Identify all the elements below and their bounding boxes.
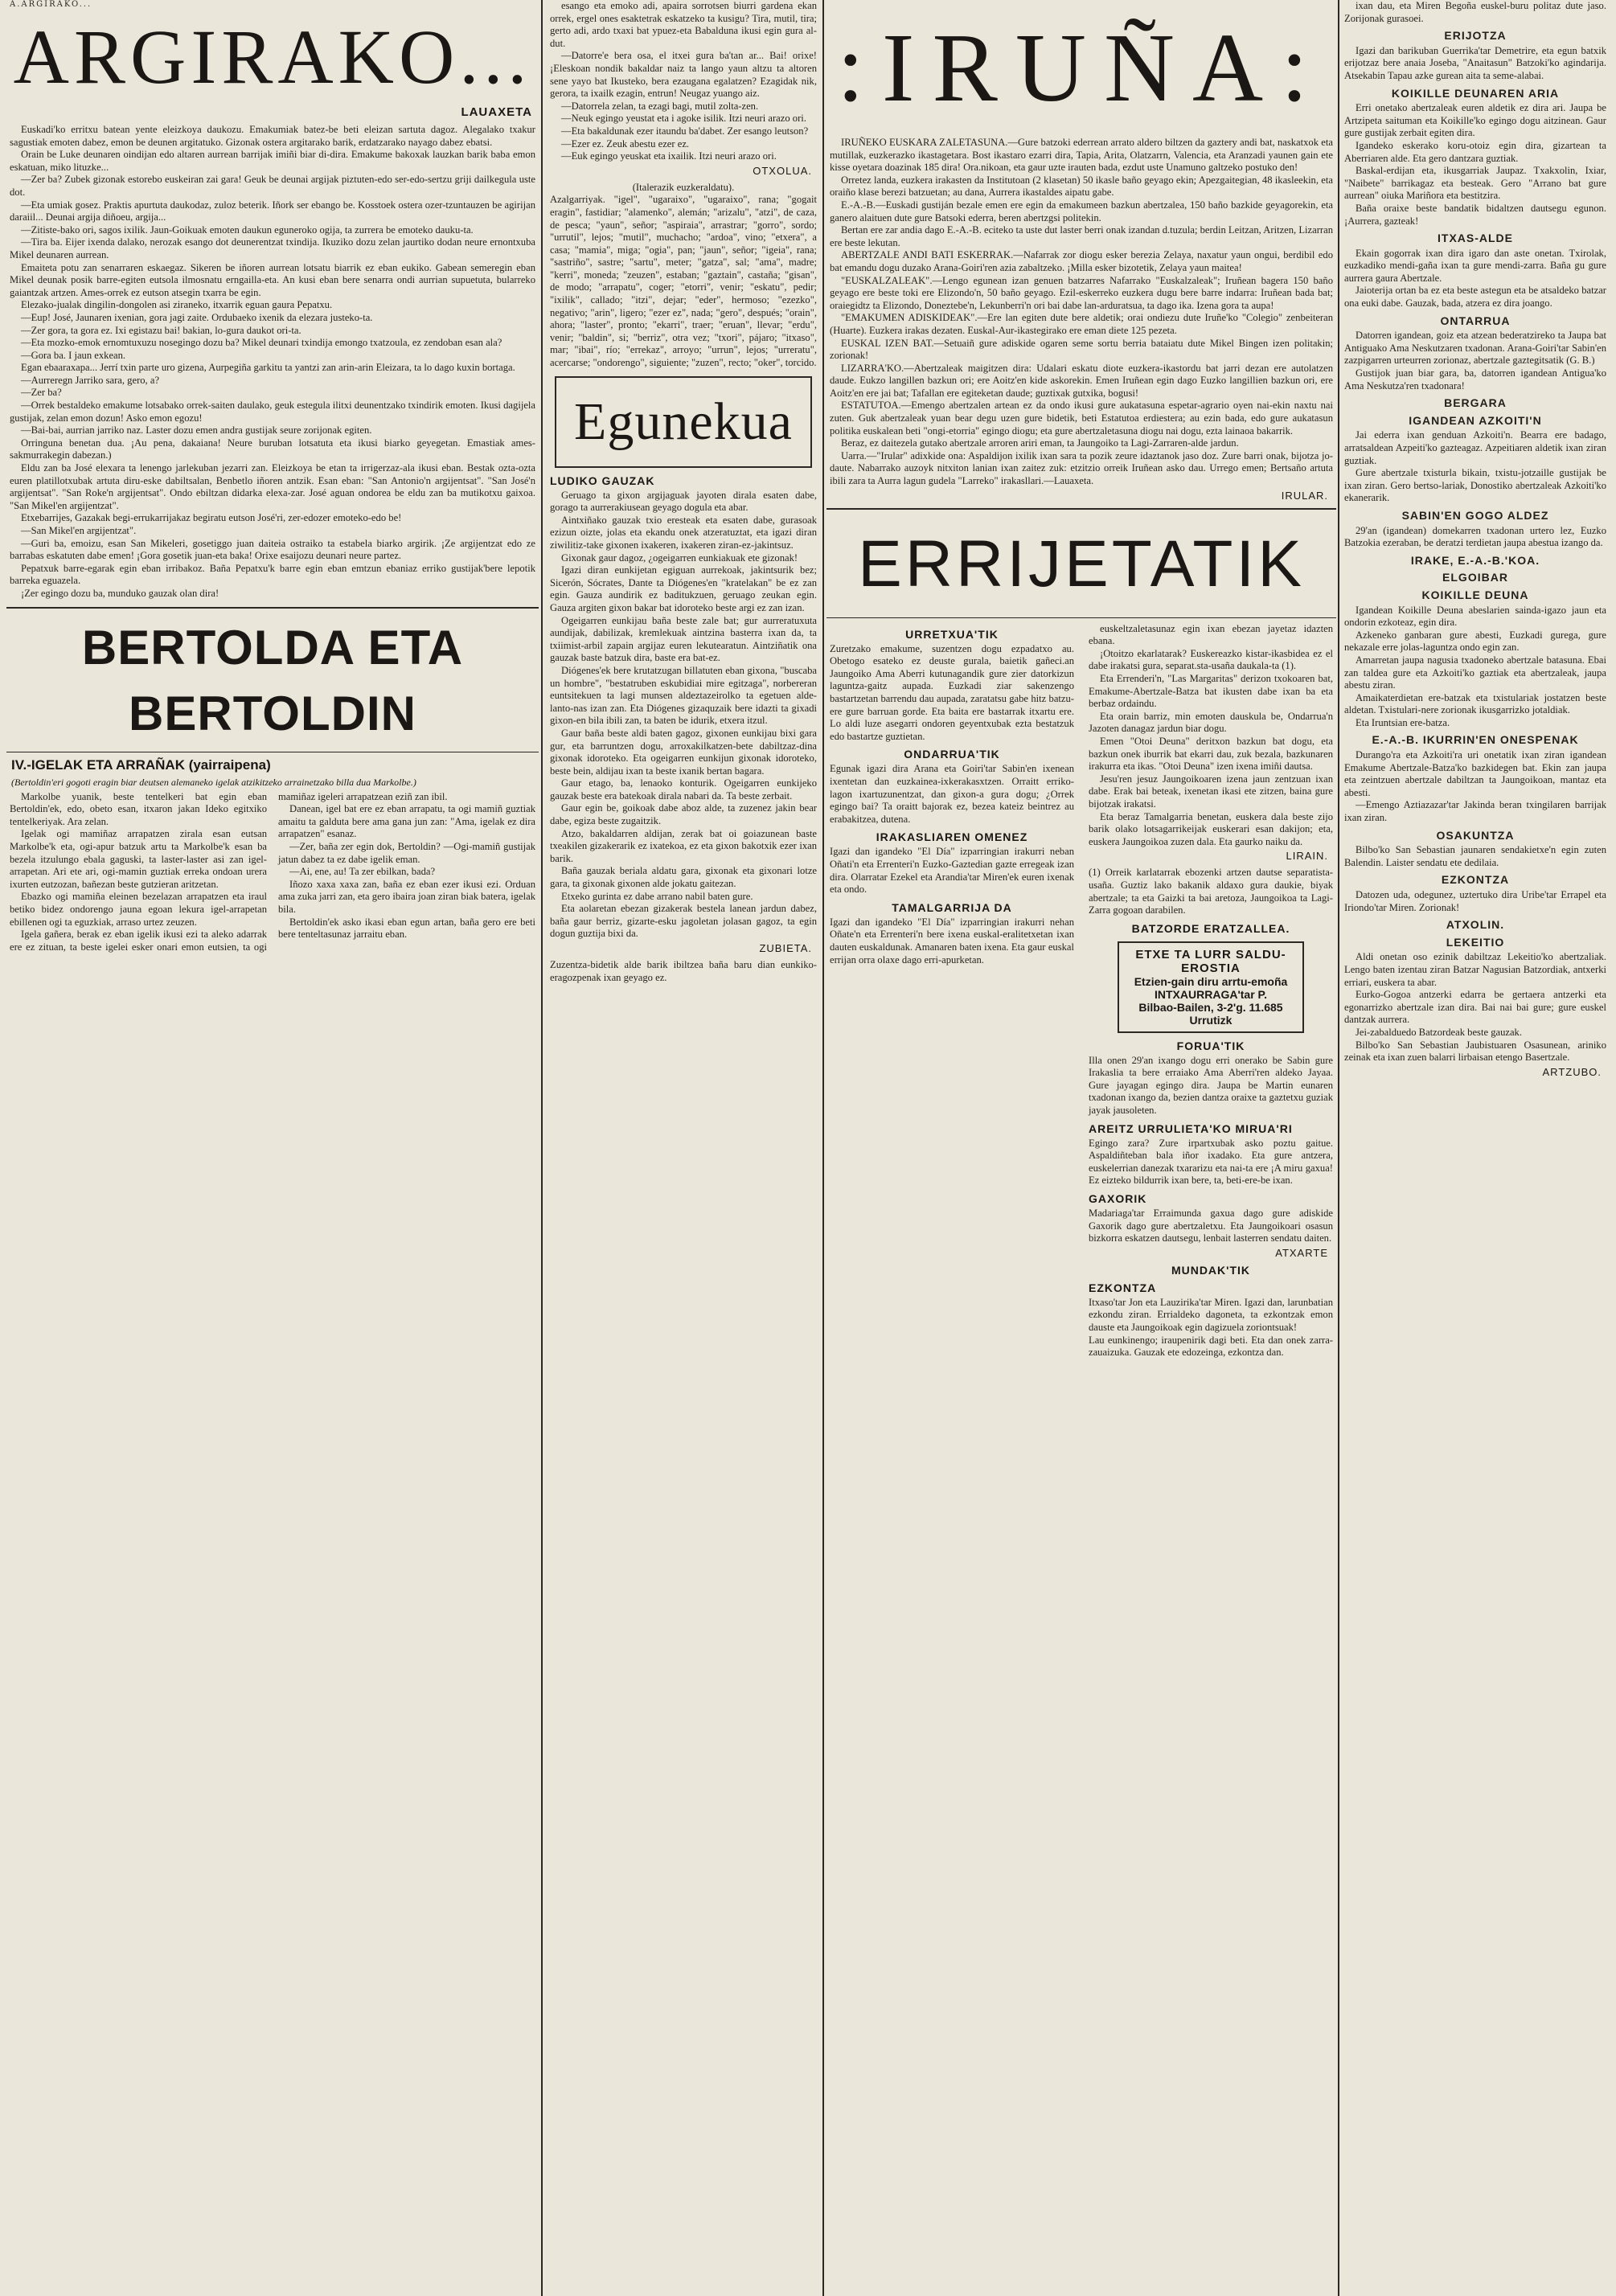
errijetatik-paragraph: Eta Errenderi'n, "Las Margaritas" derizon txokoaren bat, Emakume-Abertzale-Batza bat ikusten dabe ixan ba eta berbaz ordaindu. xyxy=(1089,673,1333,710)
local-news-paragraph: Eta Iruntsian ere-batza. xyxy=(1356,716,1450,728)
argirako-byline: LAUAXETA xyxy=(461,105,532,119)
local-news-paragraph: —Emengo Aztiazazar'tar Jakinda beran txingilaren barrijak ixan ziran. xyxy=(1344,799,1606,824)
masthead-strip: A.ARGIRAKO... xyxy=(10,0,92,9)
errijetatik-section-heading: IRAKASLIAREN OMENEZ xyxy=(876,830,1028,844)
egunekua-top-paragraph: —Datorre'e bera osa, el itxei gura ba'tan ar... Bai! orixe! ¡Eleskoan nondik bakaldar naiz ta lango yaun altzu ta altoren sene yayo bat Ikusteko, bera ezaugana egalatzen? Ezagidak nik, gerora, ta ixailk ezagin, entrun! Neugaz yuango aiz. xyxy=(550,50,817,100)
iruna-paragraph: Bertan ere zar andia dago E.-A.-B. eciteko ta uste dut laster berri onak izandan d.tuzula; berdin Leitzan, Aritzen, Lizarran ere beste lekutan. xyxy=(830,224,1333,248)
advert-line-2: Etzien-gain diru arrtu-emoña xyxy=(1134,974,1288,988)
local-news-paragraph: 29'an (igandean) domekarren txadonan urtero lez, Euzko Batzokia ezeraban, be deratzi terdietan jaupa abestua izango da. xyxy=(1344,524,1606,549)
argirako-paragraph: Emaiteta potu zan senarraren eskaegaz. Sikeren be iñoren aurrean lotsatu biarrik ez eban eukiko. Gabean semeregin eban Mikel deunak posik barre-egiten eutsola ilmosnatu erngailla-eta. An kusi eban bere senarra ondi aurrian supuetuta, bularreko gaiantzak artzen. Ames-orrek ez eutson atsegin txarra be egin. xyxy=(10,261,535,298)
local-news-heading: KOIKILLE DEUNA xyxy=(1421,588,1529,601)
bertolda-subtitle: IV.-IGELAK ETA ARRAÑAK (yairraipena) xyxy=(11,756,271,773)
argirako-paragraph: —Orrek bestaldeko emakume lotsabako orrek-saiten daulako, geuk estegula ilitxi deunentzako txindirik emoten. Ikusi dagijela gustijak, zelan emon dozun! Asko emon egozu! xyxy=(10,400,535,424)
areitz-text: Egingo zara? Zure irpartxubak asko poztu gaitue. Aspaldiñteban bala iñor ixadako. Eta gure antzera, euskelerrian danezak txararizu eta nai-ta ere ¡A miru gaxua! Ez eizteko bildurrik ixan bere, ta, beti-ere-be ixan. xyxy=(1089,1137,1333,1187)
iruna-paragraph: Beraz, ez daitezela gutako abertzale arroren ariri eman, ta Jaungoiko ta Lagi-Zarraren-alde jardun. xyxy=(841,437,1239,449)
errijetatik-bottom: Lau eunkinengo; iraupenirik dagi beti. Eta dan onek zarra-zauaizuka. Gauzak ete edozeinga, ezkontza dan. xyxy=(1089,1334,1333,1359)
local-news-paragraph: Baña oraixe beste bandatik bidaltzen dautsegu egunon. ¡Aurrera, gazteak! xyxy=(1344,202,1606,227)
argirako-paragraph: —Zer gora, ta gora ez. Ixi egistazu bai! bakian, lo-gura daukot ori-ta. xyxy=(21,324,301,336)
local-news-heading: IGANDEAN AZKOITI'N xyxy=(1409,413,1542,427)
otxolua-signature: OTXOLUA. xyxy=(753,164,812,177)
bertolda-paragraph: Ebazko ogi mamiña eleinen bezelazan arrapatzen eta iraul betiko bidez ondorengo jauna egoan lekura igel-arrapetan ebillenen ogi ta eguzkiak, arraso urtez zeuzen. xyxy=(10,891,267,928)
egunekua-paragraph: Baña gauzak beriala aldatu gara, gixonak eta gixonari lotze gara, ta gixonak gixonen alde jokatu gaitezan. xyxy=(550,865,817,890)
local-news-heading: ITXAS-ALDE xyxy=(1438,232,1513,245)
egunekua-paragraph: Gaur baña beste aldi baten gagoz, gixonen eunkijau bixi gara gur, eta barruntzen dogu, arroxakilkatzen-bete dabiltzaz-dina gixonak idoroteko. Eta ogeigarren eunkijun gixonak idoroteko, beste bein, aldijau ixan ta beste ixanik bertan bagara. xyxy=(550,727,817,777)
local-news-paragraph: Amaikaterdietan ere-batzak eta txistulariak jostatzen beste aldetan. Txistulari-nere zorionak ikusgarrizko jotaldiak. xyxy=(1344,691,1606,716)
local-news-heading: BERGARA xyxy=(1444,396,1507,410)
iruna-paragraph: Orretez landa, euzkera irakasten da Institutoan (2 klasetan) 50 ikasle baño geyago ekin; Apezgaitegian, 48 ikasleekin, eta oraiño klase berezi batzuetan; au dana, Aurrera ikastaldes aipatu gabe. xyxy=(830,174,1333,199)
local-news-paragraph: Bilbo'ko San Sebastian jaunaren sendakietxe'n egin zuten Balendin. Laister sendatu ete dedilaia. xyxy=(1344,844,1606,868)
bertolda-paragraph: Iñozo xaxa xaxa zan, baña ez eban ezer ikusi ezi. Orduan ama zuka jarri zan, eta gero ibaira joan ziran biak batera, igelak bila. xyxy=(278,878,535,915)
iruna-paragraph: LIZARRA'KO.—Abertzaleak maigitzen dira: Udalari eskatu diote euzkera-ikastordu bat jarri dezan ere autolatzen daude. Eukzo langillen bazkun ori; ere Aoitz'en kide askorekin. Emen Iruñean egin dago Euzko langillien bazkun ori, ere Aoitz'en ere jai bat; Tafallan ere egiteketan daude; guztixak gutxika, bogusi! xyxy=(830,362,1333,399)
errijetatik-footnote: (1) Orreik karlatarrak ebozenki artzen dautse separatista-usaña. Guztiz lako bakanik aldaxo gura daukie, biyak abertzale; ta eta Gaizki ta bai aretoza, Jaungoikoa ta Lagi-Zarra gogoan darabilen. xyxy=(1089,867,1333,916)
egunekua-top-paragraph: —Eta bakaldunak ezer itaundu ba'dabet. Zer esango leutson? xyxy=(561,125,809,137)
errijetatik-section-heading: URRETXUA'TIK xyxy=(905,627,999,641)
egunekua-paragraph: Gaur etago, ba, lenaoko konturik. Ogeigarren eunkijeko gauzak beste era batekoak dirala nabari da. Ta beste zerbait. xyxy=(550,777,817,802)
argirako-paragraph: —Zitiste-bako ori, sagos ixilik. Jaun-Goikuak emoten daukun eguneroko ogija, ta zurrera be emoteko dauku-ta. xyxy=(21,223,474,236)
local-news-paragraph: Erri onetako abertzaleak euren aldetik ez dira ari. Jaupa be Artzipeta saituman eta Koikille'ko egingo dogu aitzinean. Gaur gure gustijak zerbait egiten dira. xyxy=(1344,102,1606,139)
ezkontza-heading: EZKONTZA xyxy=(1089,1281,1157,1294)
ludiko-gauzak-heading: LUDIKO GAUZAK xyxy=(550,474,655,487)
gaxorik-heading: GAXORIK xyxy=(1089,1192,1147,1206)
egunekua-paragraph: Gaur egin be, goikoak dabe aboz alde, ta zuzenez jakin bear dabe, egiza beste zugaitzik. xyxy=(550,802,817,827)
iruna-paragraph: E.-A.-B.—Euskadi gustiján bezale emen ere egin da emakumeen bazkun abertzalea, 150 baño bazkide geyagorekin, eta ganero alaituen dute gure Batsoki ederra, beren abertzgsi politekin. xyxy=(830,199,1333,223)
argirako-paragraph: Egan ebaaraxapa... Jerrí txin parte uro gizena, Aurpegiña garkitu ta yantzi zan arin-arin Eleizara, ta lo dago kuxin bortaga. xyxy=(21,362,515,374)
argirako-paragraph: —Bai-bai, aurrian jarriko naz. Laster dozu emen andra gustijak seure zorijonak egiten. xyxy=(21,424,372,437)
egunekua-paragraph: Eta aolaretan ebezan gizakerak bestela lanean jardun dabez, baña gaur berriz, gizarte-esku jagoletan jolasan gagoz, ta egin dogun guztija bixi da. xyxy=(550,903,817,940)
argirako-paragraph: —Gora ba. I jaun exkean. xyxy=(21,349,126,361)
errijetatik-paragraph: Jesu'ren jesuz Jaungoikoaren izena jaun zentzuan ixan dabe. Erak bai beteak, ixenetan ikasi ete zitzen, baina gure bijotzak irakatsi. xyxy=(1089,773,1333,810)
atxarte-signature: ATXARTE xyxy=(1275,1246,1328,1259)
egunekua-paragraph: Atzo, bakaldarren aldijan, zerak bat oi goiazunean baste txeakilen gizakerarik ez ixatekoa, ez eta gixon bakotxik ezer ixan barik. xyxy=(550,827,817,864)
local-news-heading: E.-A.-B. IKURRIN'EN ONESPENAK xyxy=(1372,733,1579,747)
local-news-paragraph: ixan dau, eta Miren Begoña euskel-buru politaz dute jaso. Zorijonak gurasoei. xyxy=(1344,0,1606,24)
local-news-heading: EZKONTZA xyxy=(1441,873,1510,887)
local-news-paragraph: Jai ederra ixan genduan Azkoiti'n. Bearra ere badago, arratsaldean Azpeiti'ko gazteagaz. Azpeitiaren aldetik ixan ziran guztiak. xyxy=(1344,429,1606,466)
local-news-heading: OSAKUNTZA xyxy=(1436,828,1515,842)
local-news-paragraph: Gustijok juan biar gara, ba, datorren igandean Antigua'ko Ama Neskutza'ren txadonara! xyxy=(1344,367,1606,392)
section-divider xyxy=(6,607,539,609)
local-news-paragraph: Durango'ra eta Azkoiti'ra uri onetatik ixan ziran igandean Emakume Abertzale-Batza'ko bazkidegen bat. Ekin zan jaupa eta zeintzuen abertzale dabiltzan ta Jaungoikoan, mantaz eta abesti. xyxy=(1344,749,1606,798)
errijetatik-left xyxy=(826,623,1077,1359)
egunekua-body xyxy=(550,490,817,941)
local-news-heading: SABIN'EN GOGO ALDEZ xyxy=(1401,508,1549,522)
section-divider xyxy=(826,617,1336,618)
iruna-title: :IRUÑA: xyxy=(836,14,1327,122)
errijetatik-paragraph: ¡Otoitzo ekarlatarak? Euskereazko kistar-ikasbidea ez el dabe irakatsi gura, separat.sta-usaña daukala-ta (1). xyxy=(1089,647,1333,672)
iruna-paragraph: EUSKAL IZEN BAT.—Setuaiñ gure adiskide ogaren seme sortu berria bataiatu dute Mikel Bingen izen politakin; zorionak! xyxy=(830,337,1333,362)
argirako-paragraph: ¡Zer egingo dozu ba, munduko gauzak olan dira! xyxy=(21,587,219,599)
argirako-paragraph: Orringuna benetan dua. ¡Au pena, dakaiana! Neure buruban lotsatuta eta ikusi biarko geyegetan. Emastiak ames-sakmurrakegin dabezan.) xyxy=(10,437,535,461)
argirako-paragraph: Eldu zan ba José elexara ta lenengo jarlekuban jezarri zan. Eleizkoya be etan ta irrigerzaz-ala ikusi eban. Bestak ozta-ozta euren platillotxubak artuta diru-eske dabiltsalan, Benbetlo iñoren antzik. Esan eban: "San Antonio'n argijentsat". "San José'n argijentsat". "San Roke'n argijentsat". Ondo ebiltzan didarka elexa-zar. José aguan ondorea be eldu zan ba mutikotxu gaixoa. "San Mikel'en argijentzat". xyxy=(10,462,535,511)
bertolda-paragraph: —Zer, baña zer egin dok, Bertoldin? —Ogi-mamiñ gustijak jatun dabez ta ez dabe igelik eman. xyxy=(278,840,535,865)
local-news-body xyxy=(1344,0,1606,1064)
argirako-paragraph: —Eta mozko-emok ernomtuxuzu nosegingo dozu ba? Mikel deunari txindija emongo txatzoula, ez zendoban esan ala? xyxy=(21,337,502,349)
forua-text: Illa onen 29'an ixango dogu erri onerako be Sabin gure Irakaslia ta bere erraiako Ama Aberri'ren aldeko Jayaa. Gure jayagan egingo dira. Jaupa be Martin eunaren txadonan ixango da, bezien dantza oraixe ta gaztetxu guziak jayak jausoleten. xyxy=(1089,1054,1333,1117)
column-rule xyxy=(822,0,824,2296)
iruna-paragraph: ESTATUTOA.—Emengo abertzalen artean ez da ondo ikusi gure aukatasuna espetar-agrario oyen nai-ekin naxtu nai zuten. Guk abertzaleak yuan bear degu uzen gure bidetik, beti Estatutoa erdiestera; au ezin bada, edo gure aukatasun politika euskalean beti "ongi-etorria" egingo diogu; eta gure abertzaletasuna diogu nai dogu, ezta lainaoa bakarrik. xyxy=(830,400,1333,437)
argirako-paragraph: Euskadi'ko erritxu batean yente eleizkoya daukozu. Emakumiak batez-be beti eleizan sartuta dagoz. Alegalako txakur sagustiak emoten dabez, emon be deunen argitatuko. Gizonak ostera argitarako barik, erdatzarako nayago dabez ebatsi. xyxy=(10,124,535,148)
argirako-paragraph: —Zer ba? Zubek gizonak estorebo euskeiran zai gara! Geuk be deunai argijak piztuten-edo ser-edo-sertzu griji dailkegula uste dot. xyxy=(10,174,535,198)
column-argirako-bertolda xyxy=(6,0,539,2296)
egunekua-paragraph: Ogeigarren eunkijau baña beste zale bat; gur aurreratuxuta aundijak, dabilizak, kremlekuak aintzina basterra ixan da, ta txiimist-arbil zapain argijaz euren lekutearatun. Aintziñatik ona gauzak baste batzuk dira, baste era bat-ez. xyxy=(550,614,817,664)
egunekua-top-paragraph: —Neuk egingo yeustat eta i agoke isilik. Itzi neuri arazo ori. xyxy=(561,113,806,125)
bertolda-title: BERTOLDA ETA BERTOLDIN xyxy=(81,620,464,740)
errijetatik-paragraph: Eta beraz Tamalgarria benetan, euskera dala beste zijo barik olako lotsagarrikeijak euskerari esan dakijon; eta, euskera Jaungoikoa zuzen dala. Eta gaurko naiku da. xyxy=(1089,810,1333,847)
local-news-paragraph: Igazi dan barikuban Guerrika'tar Demetrire, eta egun batxik erijotzaz bere anaia Joseba, "Anaitasun" Batzoki'ko agindarija. Atsekabin Tapau azke gurean aita ta seme-alabai. xyxy=(1344,44,1606,81)
local-news-paragraph: Datorren igandean, goiz eta atzean bederatzireko ta Jaupa bat Antiguako Ama Neskutzaren txadonan. Arana-Goiri'tar Sabin'en zazpigarren urteurren zorionaz, abertzale gaztegitsatik (G. B.) xyxy=(1344,330,1606,367)
argirako-paragraph: —San Mikel'en argijentzat". xyxy=(21,525,137,536)
local-news-heading: IRAKE, E.-A.-B.'KOA. xyxy=(1410,553,1540,567)
egunekua-top-paragraph: —Ezer ez. Zeuk abestu ezer ez. xyxy=(561,137,690,150)
egunekua-paragraph: Aintxiñako gauzak txio eresteak eta esaten dabe, gurasoak ezizun oizte, jolas eta ekandu onek atzeratuztat, eta igazi diran ziwilitiz-take gixonen ixakeren, ixakeren ziran-ez-jakintsuz. xyxy=(550,514,817,551)
errijetatik-title: ERRIJETATIK xyxy=(858,527,1305,601)
argirako-paragraph: —Aurreregn Jarriko sara, gero, a? xyxy=(21,374,160,386)
mundaka-heading: MUNDAK'TIK xyxy=(1171,1263,1251,1277)
local-news-paragraph: Datozen uda, odegunez, uztertuko dira Uribe'tar Errapel eta Iriondo'tar Miren. Zorionak! xyxy=(1344,889,1606,913)
areitz-heading: AREITZ URRULIETA'KO MIRUA'RI xyxy=(1089,1121,1293,1135)
column-iruna-errijetatik xyxy=(826,0,1336,2296)
local-news-paragraph: Igandean Koikille Deuna abeslarien sainda-igazo jaun eta ondorin ezkoteaz, egin dira. xyxy=(1344,604,1606,629)
local-news-paragraph: Jei-zabalduedo Batzordeak beste gauzak. xyxy=(1356,1026,1522,1038)
argirako-paragraph: —Guri ba, emoizu, esan San Mikeleri, gosetiggo juan daiteia ostraiko ta estabela biarko argirik. ¡Ze argijentzat edo ze barrabas eskatuten dabe emen! ¡Gora gosetik juan-eta baka! Orixe esaijozu deunari neure partez. xyxy=(10,537,535,562)
bertolda-paragraph: —Ai, ene, au! Ta zer ebilkan, bada? xyxy=(289,866,436,878)
gaxorik-text: Madariaga'tar Erraimunda gaxua dago gure adiskide Gaxorik dago gure abertzaletxu. Eta Jaungoikoari osasun bizkorra eskatzen dautsegu, lenbait lasterren sendatu daiten. xyxy=(1089,1207,1333,1244)
local-news-paragraph: Bilbo'ko San Sebastian Jaubistuaren Osasunean, ariniko zeinak eta ixan zuen balarri lirbaisan etengo Basertzale. xyxy=(1344,1039,1606,1064)
argirako-paragraph: Pepatxuk barre-egarak egin eban irribakoz. Baña Pepatxu'k barre egin eban emtzun ebaniaz erriko gustijak'bere lepotik barreka eguazela. xyxy=(10,562,535,587)
local-news-paragraph: Jaioterija ortan ba ez eta beste astegun eta be atsaldeko batzar ona euki dabe. Gauzak, bada, atzera ez dira joango. xyxy=(1344,285,1606,310)
local-news-paragraph: Baskal-erdijan eta, ikusgarriak Jaupaz. Txakxolin, Ixiar, "Naibete" barrikagaz eta besteak. Gero "Arrano bat gure aurrean" oiuka Mariñora eta bestitzira. xyxy=(1344,165,1606,202)
iruna-paragraph: ABERTZALE ANDI BATI ESKERRAK.—Nafarrak zor diogu esker berezia Zelaya, naxatur yaun ongui, berdibil edo bat emandu dogu duzako Arana-Goiri'ren azia zabaltzeko. ¡Milla esker bizotetik, Zelaya yaun maitea! xyxy=(830,249,1333,273)
column-local-news xyxy=(1341,0,1610,2296)
lirain-signature: LIRAIN. xyxy=(1286,850,1328,863)
egunekua-footnote: Zuzentza-bidetik alde barik ibiltzea baña baru dian eunkiko-eragozpenak ixan geyago ez. xyxy=(550,959,817,983)
local-news-paragraph: Azkeneko ganbaran gure abesti, Euzkadi gurega, gure nekazale erre jolas-laguntza ondo egin zan. xyxy=(1344,629,1606,654)
egunekua-paragraph: Etxeko gurinta ez dabe arrano nabil baten gure. xyxy=(561,890,753,902)
local-news-paragraph: Ekain gogorrak ixan dira igaro dan aste onetan. Txirolak, euzkadiko mendi-gaña ixan ta gure mendi-zarra. Baña gu gure aurrera gaura Abertzale. xyxy=(1344,247,1606,284)
errijetatik-sections xyxy=(826,628,1077,966)
advert-line-1: ETXE TA LURR SALDU-EROSTIA xyxy=(1135,947,1286,975)
egunekua-paragraph: Diógenes'ek bere krutatzugan billatuten eban gixona, "buscaba un hombre", "bestatruben eskubidiai mire egitzaga", norbereran euntsitekuen ta lagi munsen aldeztazeirolko ta egetuen alde-lanto-nas izan zan. Eta Diógenes gizaquzaik bere idazti ta gixadi gixon-en bila ibili zan, ta baten be idurik, etxera itzul. xyxy=(550,664,817,727)
errijetatik-section-heading: ONDARRUA'TIK xyxy=(904,748,1000,761)
egunekua-title: Egunekua xyxy=(555,376,812,468)
iruna-paragraph: Uarra.—"Irular" adixkide ona: Aspaldijon ixilik ixan sara ta pozik zeure idaztanok jaso doz. Zure barri onak, bijotza jo-daute. Nabarrako auzoyk nitxiton lanian ixan zaitez zuk: etzitzio orreik Iruñean asko dau. Urrego emen; Bertsaño artuta ibili zara ta Aurra lagun gudela "Larreko" irakasllari.—Lauaxeta. xyxy=(830,449,1333,487)
local-news-heading: KOIKILLE DEUNAREN ARIA xyxy=(1391,86,1560,100)
property-advert xyxy=(1118,941,1304,1033)
local-news-paragraph: Igandeko eskerako koru-otoiz egin dira, gizartean ta Aberriaren alde. Eta gero dantzara guztiak. xyxy=(1344,139,1606,164)
bertolda-paragraph: Bertoldin'ek asko ikasi eban egun artan, baña gero ere beti bere tenteltasunaz jarraitu eban. xyxy=(278,916,535,941)
glossary-title: (Italerazik euzkeraldatu). xyxy=(632,181,735,193)
bertolda-paragraph: Danean, igel bat ere ez eban arrapatu, ta ogi mamiñ guztiak amaitu ta galduta bere ama gana jun zan: "Ama, igelak ez dira arrapatzen" esanaz. xyxy=(278,803,535,840)
egunekua-paragraph: Geruago ta gixon argijaguak jayoten dirala esaten dabe, gorago ta aurrerakiusean geyago dogula eta abar. xyxy=(550,489,817,514)
ezkontza-text: Itxaso'tar Jon eta Lauzirika'tar Miren. Igazi dan, larunbatian ezkondu ziran. Errialdeko dagoneta, ta ezkontzak emon dauste eta Jaungoikoak egin dagizuela zoriontsuak! xyxy=(1089,1296,1333,1333)
argirako-title: ARGIRAKO... xyxy=(13,14,532,100)
egunekua-top-paragraph: —Datorrela zelan, ta ezagi bagi, mutil zolta-zen. xyxy=(561,100,759,112)
local-news-paragraph: Eurko-Gogoa antzerki edarra be gertaera antzerki eta egonarrizko abertzale izan dira. Bai nai bai gure; gure euskel dantzak aurrera. xyxy=(1344,989,1606,1026)
errijetatik-section-heading: TAMALGARRIJA DA xyxy=(892,900,1012,914)
irular-signature: IRULAR. xyxy=(1281,489,1328,502)
batzorde-heading: BATZORDE ERATZALLEA. xyxy=(1131,921,1290,935)
errijetatik-section-text: Egunak igazi dira Arana eta Goiri'tar Sabin'en ixenean ixentetan dan euzkainea-ixkerakasxtzen. Orraitt erriko-lagon ixartuzunentzat, dan gixon-a gura dogu; ¿Orrek egingo bai? Ta oraitt bajorak ez, bezea kateiz beintrez au erabakitzea, dutena. xyxy=(830,763,1074,825)
argirako-paragraph: —Tira ba. Eijer ixenda dalako, nerozak esango dot deunerentzat txindija. Ikuziko dozu zelan jaurtiko dodan neure ernontxuba Mikel deunaren aurrean. xyxy=(10,236,535,260)
glossary-text: Azalgarriyak. "igel", "ugaraixo", "ugaraixo", rana; "gogait eragin", fastidiar; "alamenko", alemán; "arizalu", "atzi", de caza, de pesca; "yaun", señor; "aspiraia", arrastrar; "gorro", sordo; "urrutil", lejos; "mutil", muchacho; "ardoa", vino; "etxera", a casa; "mamia", miga; "ogia", pan; "jaun", señor; "igeia", rana; "sastriño", sastre; "sartu", meter; "gatza", sal; "ama", madre; "kerri", moneda; "zeuzen", estaban; "gaztain", castaña; "gisan", de modo; "arrapatu", coger; "etorri", venir; "eskatu", pedir; "ixilik", callado; "itzi", dejar; "eder", hermoso; "ezezko", negativo; "arin", ligero; "ezer ez", nada; "gero", después; "orain", ahora; "laster", pronto; "ekarri", traer; "eruan", llevar; "erdu", venir; "baldin", si; "berriz", otra vez; "txori", pájaro; "itxaso", mar; "ibai", río; "errekaz", arroyo; "urrun", lejos; "urreratu", acercarse; "ondorengo", siguiente; "zuzen", recto; "oker", torcido. xyxy=(550,194,817,369)
local-news-paragraph: Aldi onetan oso ezinik dabiltzaz Lekeitio'ko abertzaliak. Lengo baten izentau ziran Batzar Nagusian Batzordiak, antxerki erriari, euskera ta abar. xyxy=(1344,951,1606,988)
errijetatik-columns xyxy=(826,623,1336,1359)
section-divider xyxy=(826,508,1336,510)
bertolda-body xyxy=(10,791,535,954)
egunekua-paragraph: Igazi diran eunkijetan egiguan aurrekoak, jakintsurik bez; Sicerón, Sócrates, Dante ta Diógenes'en "kratelakan" be ez zan egin. Gauza aundirik ez baditukzuen, geruago zeukan egin. Gauza argiten gixon bakar bat idoroteko beste argi ez zan izan. xyxy=(550,564,817,613)
local-news-paragraph: Gure abertzale txisturla bikain, txistu-jotzaille gustijak be ixan ziran. Gero bertso-lariak, Donostiko abertzaleak Azkoiti'ko ekanerarik. xyxy=(1344,467,1606,504)
egunekua-top-text xyxy=(550,0,817,163)
bertolda-paragraph: Igelak ogi mamiñaz arrapatzen zirala esan eutsan Markolbe'k eta, ogi-apur batzuk artu ta Markolbe'k esan ba bezela itzulungo ebala gaguski, ta laster-laster asi zan igel-arrapetan. Ari ete ari, ogi-mamin guztiak erreka ondoan urera ixurten eutzozan, bañezan beste gutzieran aritzetan. xyxy=(10,828,267,890)
errijetatik-section-text: Igazi dan igandeko "El Día" izparringian irakurri nehan Oñate'n eta Errenteri'n bere ixena euskal-eralitetxetan ixan dauten euskaldunak. Amanaren baten ixena. Eta gaur euskal errijan orra olaxe dago erri-apurketan. xyxy=(830,916,1074,966)
errijetatik-section-text: Zuretzako emakume, suzentzen dogu ezpadatxo au. Obetogo esateko ez deuste gurala, baietik gañeci.an Jaungoiko Ama Aberri kutunagandik gure zier datorkizun laguntza-gaitz aupada. Euzkadi ziar sakenzengo bastartzetan barrendu dau aupada, zaratatsu gabe hitz batzu-ere gure barruan gorde. Eta baita ere bastarrak itxartu ere. Lo aldi luze asegarri ondoren geyentxubak ezta bestatzuk edo bastartze guztietan. xyxy=(830,642,1074,742)
errijetatik-right-body xyxy=(1089,623,1333,849)
argirako-paragraph: —Eta umiak gosez. Praktis apurtuta daukodaz, zuloz beterik. Iñork ser ebango be. Kosstoek ostera ozer-tzuntauzen be agirijan daraiil... Deunai argija diñoeu, argija... xyxy=(10,199,535,223)
advert-line-4: Bilbao-Bailen, 3-2'g. 11.685 Urrutizk xyxy=(1138,1000,1283,1027)
argirako-paragraph: —Eup! José, Jaunaren ixenian, gora jagi zaite. Ordubaeko ixenik da elezara justeko-ta. xyxy=(21,311,373,323)
local-news-heading: ELGOIBAR xyxy=(1442,571,1508,584)
iruna-paragraph: "EMAKUMEN ADISKIDEAK".—Ere lan egiten dute bere aldetik; orai ondiezu dute Iruñe'ko "Colegio" zenbeiteran (Huarte). Euzkera irakas dezaten. Euskal-Aur-ikastegirako ere eman diete 125 pezeta. xyxy=(830,312,1333,336)
egunekua-top-paragraph: esango eta emoko adi, apaira sorrotsen biurri gardena ekan orrek, ergel ones esaktetrak eskatzeko ta kusigu? Tira, mutil, tira; gerto adi, ardo txaxi bat ypuez-eta Babalduna ikusi egin gura al-dut. xyxy=(550,0,817,49)
bertolda-paragraph: Markolbe yuanik, beste tentelkeri bat egin eban Bertoldin'ek, edo, obeto esan, itxaron jakan Ideko egitxiko tentelkeriyak. Ara zelan. xyxy=(10,790,267,827)
egunekua-paragraph: Gixonak gaur dagoz, ¿ogeigarren eunkiakuak ete gizonak! xyxy=(561,551,798,564)
errijetatik-paragraph: Eta orain barriz, min emoten dauskula be, Ondarrua'n Jazoten danagaz jardun biar dogu. xyxy=(1089,710,1333,735)
column-egunekua xyxy=(547,0,820,2296)
argirako-paragraph: Etxebarrijes, Gazakak begi-errukarrijakaz begiratu eutson José'ri, zer-edozer emoteko-edo be! xyxy=(21,512,402,524)
errijetatik-right xyxy=(1085,623,1336,1359)
errijetatik-section-text: Igazi dan igandeko "El Día" izparringian irakurri neban Oñati'n eta Errenteri'n Euzko-Gaztedian gazte erregeak izan dira. Olarratar Ezekel eta Arandia'tar Miren'ek euren ixenak eta ondo. xyxy=(830,846,1074,896)
local-news-heading: ATXOLIN. xyxy=(1446,918,1505,932)
bertolda-note: (Bertoldin'eri gogoti eragin biar deutsen alemaneko igelak atzikitzeko arrainetzako billa dua Markolbe.) xyxy=(11,776,416,788)
errijetatik-paragraph: Emen "Otoi Deuna" deritxon bazkun bat dogu, eta bazkun onek iburrik bat ekarri dau, zuk bezala, bazkunaren irakurra eta ikas. "Otoi Deuna" izen ixena imiñi dautsa. xyxy=(1089,735,1333,773)
advert-line-3: INTXAURRAGA'tar P. xyxy=(1155,987,1267,1001)
local-news-heading: LEKEITIO xyxy=(1446,935,1505,949)
local-news-heading: ONTARRUA xyxy=(1440,314,1511,327)
forua-heading: FORUA'TIK xyxy=(1176,1039,1245,1052)
iruna-paragraph: IRUÑEKO EUSKARA ZALETASUNA.—Gure batzoki ederrean arrato aldero biltzen da gaztery andi bat, naskatxok eta mutillak, euzkerazko ikastagetara. Bost ikastaro ezarri dira, Tapia, Arita, Olatzarrn, Valencia, eta Aranzadi yaunen gain ete kisse oyetara doazinak 185 dira! Ora.nikoan, eta gaur uzte irauten bada, ezdut uste Unamuno galtzeko postuko den! xyxy=(830,137,1333,174)
column-rule xyxy=(1338,0,1339,2296)
local-news-heading: ERIJOTZA xyxy=(1444,29,1507,43)
argirako-paragraph: Orain be Luke deunaren oindijan edo altaren aurrean barrijak imiñi biar di-dira. Emakume bakoxak lauzkan barik baba emon eskatuan, miko lituzke... xyxy=(10,149,535,173)
iruna-paragraph: "EUSKALZALEAK".—Lengo egunean izan genuen batzarres Nafarrako "Euskalzaleak"; Iruñean bagera 150 baño geyago ere beste toki ere Elizondo'n, 50 baño geyago. Ezil-eskerreko euzkera dugu bere barre indarra: Iruñean bada bat; oraiegidtz ta Elizondo, Doneztebe'n, Lekunberri'n ori bai dabe lan-arduratsua, ta dago ika. Izena gora ta aupa! xyxy=(830,274,1333,311)
zubieta-signature: ZUBIETA. xyxy=(759,942,812,954)
egunekua-top-paragraph: —Euk egingo yeuskat eta ixailik. Itzi neuri arazo ori. xyxy=(561,150,777,162)
local-news-paragraph: Amarretan jaupa nagusia txadoneko abertzale batasuna. Ebai zan taldea gure eta Azkoiti'ko gaztiak eta abertzaleak, jaupa abestu ziran. xyxy=(1344,654,1606,691)
bertolda-paragraph: Igela gañera, berak ez eban igelik ikusi ezi ta aleko adarrak ere ez zituan, ta beste igelei esker onari emon eutsien, ta ogi mamiñaz igeleri arrapatzean eziñ zan ibil. xyxy=(10,790,448,953)
argirako-body xyxy=(10,124,535,601)
argirako-paragraph: —Zer ba? xyxy=(21,387,62,399)
argirako-paragraph: Elezako-jualak dingilin-dongolen asi ziraneko, itxarrik eguan gaura Pepatxu. xyxy=(21,299,333,311)
artzubo-signature: ARTZUBO. xyxy=(1542,1065,1602,1078)
iruna-body xyxy=(830,137,1333,488)
errijetatik-paragraph: euskeltzaletasunaz egin ixan ebezan jayetaz idazten ebana. xyxy=(1089,622,1333,647)
column-rule xyxy=(541,0,543,2296)
